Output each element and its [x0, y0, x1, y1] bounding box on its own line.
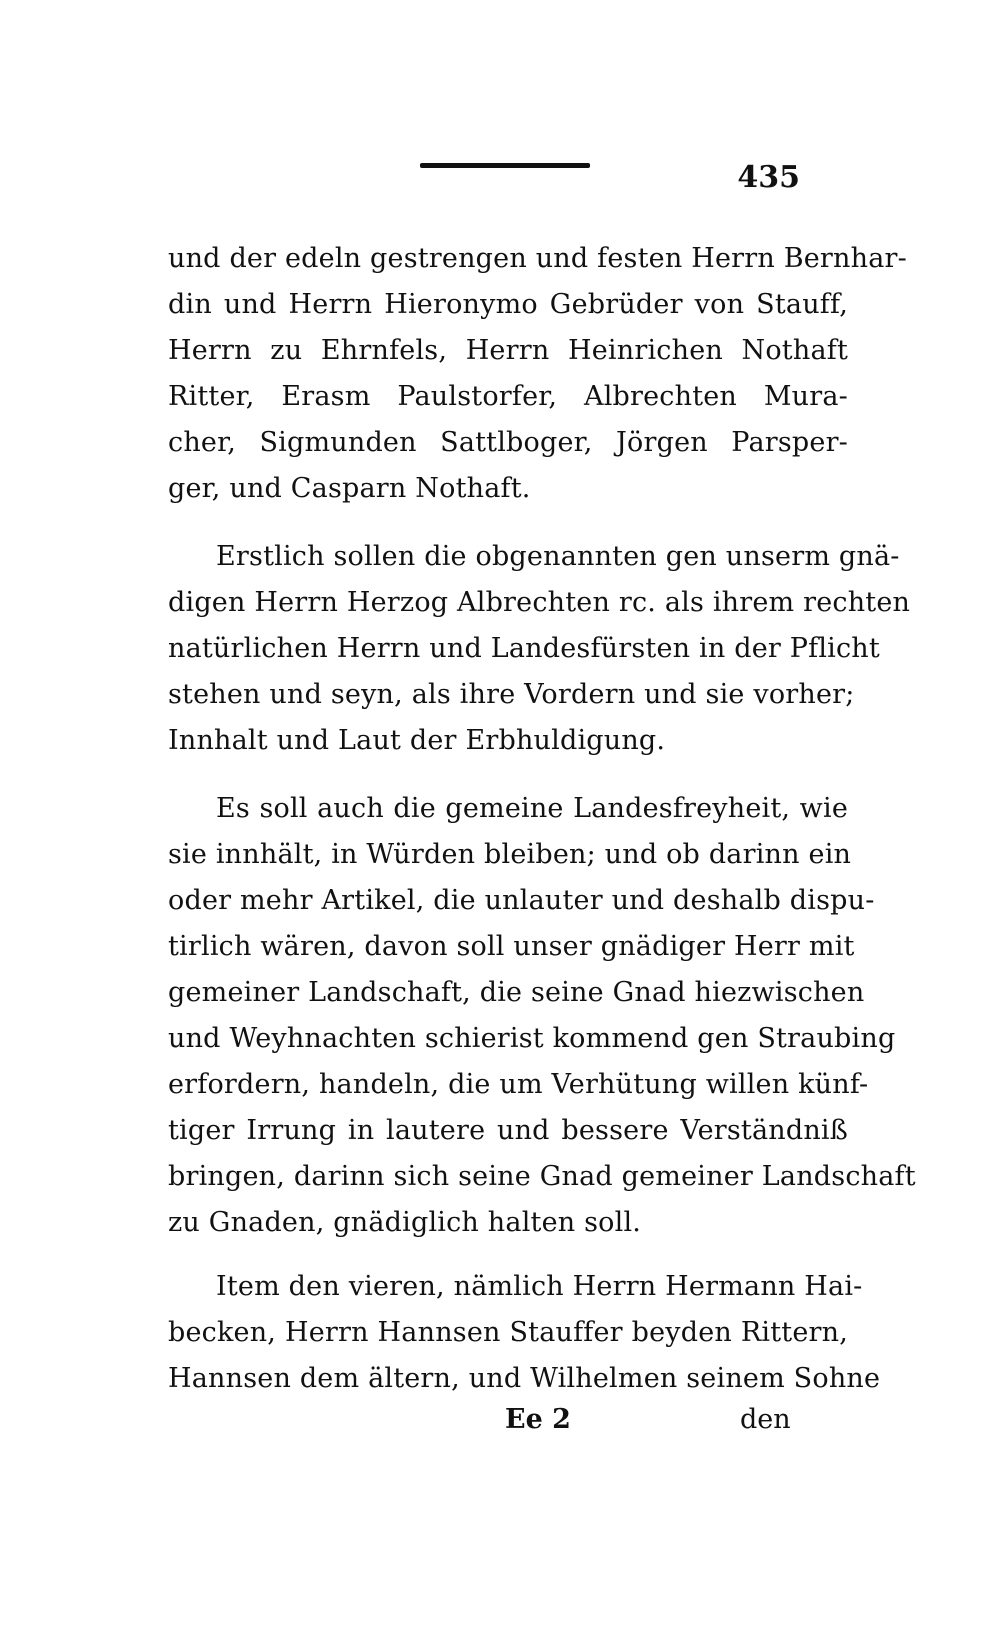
text-line: stehen und seyn, als ihre Vordern und sie vorher;	[168, 679, 855, 710]
paragraph-3	[168, 786, 916, 1246]
paragraph-4	[168, 1264, 881, 1402]
text-line: natürlichen Herrn und Landesfürsten in der Pflicht	[168, 633, 880, 664]
text-line: Herrn zu Ehrnfels, Herrn Heinrichen Nothaft	[168, 335, 848, 366]
text-line: Es soll auch die gemeine Landesfreyheit, wie	[216, 793, 848, 824]
text-line: Ritter, Erasm Paulstorfer, Albrechten Mura-	[168, 381, 848, 412]
catchword: den	[740, 1404, 791, 1435]
signature-mark: Ee 2	[505, 1404, 571, 1435]
text-line: Hannsen dem ältern, und Wilhelmen seinem Sohne	[168, 1363, 881, 1394]
text-line: tirlich wären, davon soll unser gnädiger Herr mit	[168, 931, 855, 962]
text-line: bringen, darinn sich seine Gnad gemeiner Landschaft	[168, 1161, 916, 1192]
text-line: Innhalt und Laut der Erbhuldigung.	[168, 725, 666, 756]
page-footer	[0, 1395, 1000, 1445]
text-line: cher, Sigmunden Sattlboger, Jörgen Parsper-	[168, 427, 848, 458]
text-line: und der edeln gestrengen und festen Herrn Bernhar-	[168, 243, 907, 274]
text-line: digen Herrn Herzog Albrechten rc. als ihrem rechten	[168, 587, 911, 618]
text-line: ger, und Casparn Nothaft.	[168, 473, 531, 504]
text-line: Item den vieren, nämlich Herrn Hermann Hai-	[216, 1271, 863, 1302]
paragraph-1	[168, 236, 907, 512]
text-line: und Weyhnachten schierist kommend gen Straubing	[168, 1023, 896, 1054]
text-line: gemeiner Landschaft, die seine Gnad hiezwischen	[168, 977, 865, 1008]
text-line: zu Gnaden, gnädiglich halten soll.	[168, 1207, 642, 1238]
page-number: 435	[737, 160, 800, 195]
paragraph-2	[168, 534, 911, 764]
text-line: becken, Herrn Hannsen Stauffer beyden Rittern,	[168, 1317, 848, 1348]
text-line: sie innhält, in Würden bleiben; und ob darinn ein	[168, 839, 852, 870]
text-line: tiger Irrung in lautere und bessere Verständniß	[168, 1115, 848, 1146]
text-line: erfordern, handeln, die um Verhütung willen künf-	[168, 1069, 869, 1100]
header-rule	[420, 163, 590, 168]
text-line: oder mehr Artikel, die unlauter und deshalb dispu-	[168, 885, 875, 916]
text-line: Erstlich sollen die obgenannten gen unserm gnä-	[216, 541, 900, 572]
text-line: din und Herrn Hieronymo Gebrüder von Stauff,	[168, 289, 848, 320]
